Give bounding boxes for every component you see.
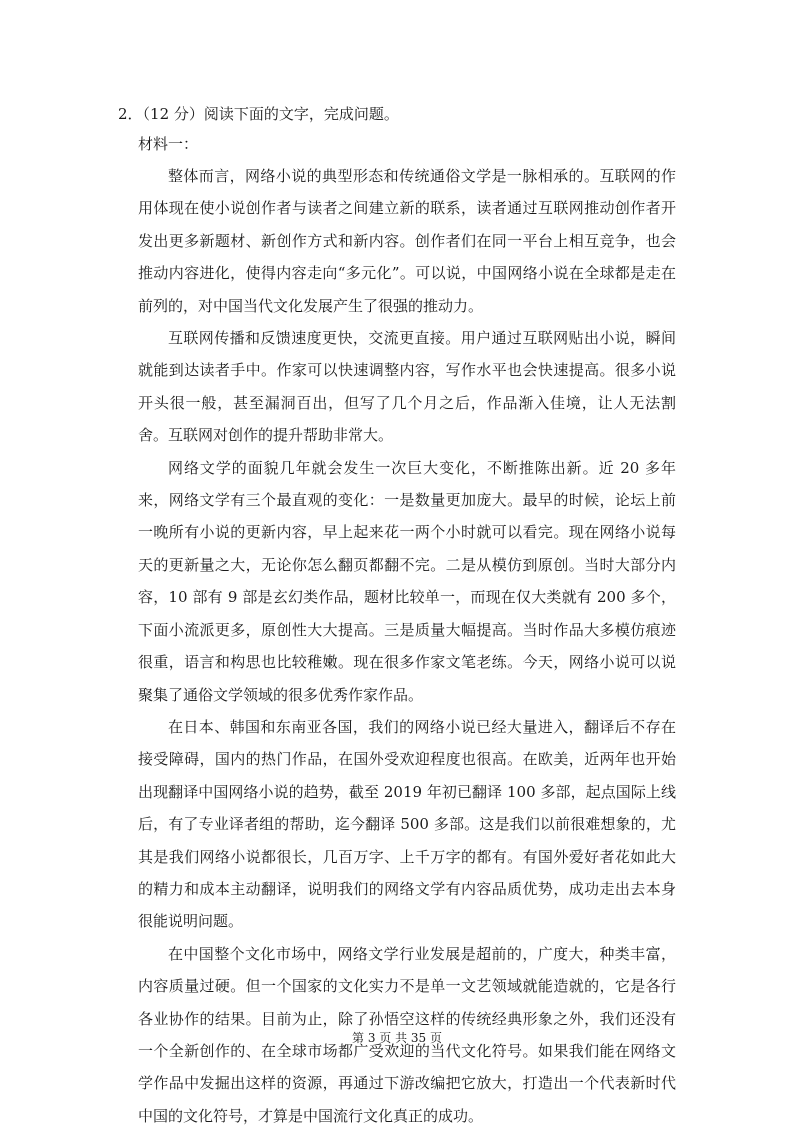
paragraph: 在中国整个文化市场中，网络文学行业发展是超前的，广度大，种类丰富，内容质量过硬。但一个国家的文化实力不是单一文艺领域就能造就的，它是各行各业协作的结果。目前为止，除了孙悟空这样的传统经典形象之外，我们还没有一个全新创作的、在全球市场都广受欢迎的当代文化符号。如果我们能在网络文学作品中发掘出这样的资源，再通过下游改编把它放大，打造出一个代表新时代中国的文化符号，才算是中国流行文化真正的成功。: [138, 944, 676, 1125]
paragraph: 互联网传播和反馈速度更快，交流更直接。用户通过互联网贴出小说，瞬间就能到达读者手中。作家可以快速调整内容，写作水平也会快速提高。很多小说开头很一般，甚至漏洞百出，但写了几个月之后，作品渐入佳境，让人无法割舍。互联网对创作的提升帮助非常大。: [138, 329, 676, 445]
question-header: [118, 104, 399, 124]
page-footer: 第 3 页 共 35 页: [352, 1031, 442, 1045]
material-body: [138, 160, 676, 1132]
material-label: 材料一：: [138, 135, 199, 153]
question-number: 2．: [118, 105, 143, 123]
paragraph: 在日本、韩国和东南亚各国，我们的网络小说已经大量进入，翻译后不存在接受障碍，国内的热门作品，在国外受欢迎程度也很高。在欧美，近两年也开始出现翻译中国网络小说的趋势，截至 2019 年初已翻译 100 多部，起点国际上线后，有了专业译者组的帮助，迄今翻译 500 多部。这是我们以前很难想象的，尤其是我们网络小说都很长，几百万字、上千万字的都有。有国外爱好者花如此大的精力和成本主动翻译，说明我们的网络文学有内容品质优势，成功走出去本身很能说明问题。: [138, 717, 676, 931]
question-prompt: 阅读下面的文字，完成问题。: [203, 105, 399, 123]
paragraph: 整体而言，网络小说的典型形态和传统通俗文学是一脉相承的。互联网的作用体现在使小说创作者与读者之间建立新的联系，读者通过互联网推动创作者开发出更多新题材、新创作方式和新内容。创作者们在同一平台上相互竞争，也会推动内容进化，使得内容走向“多元化”。可以说，中国网络小说在全球都是走在前列的，对中国当代文化发展产生了很强的推动力。: [138, 167, 676, 315]
question-score: （12 分）: [142, 105, 204, 123]
paragraph: 网络文学的面貌几年就会发生一次巨大变化，不断推陈出新。近 20 多年来，网络文学有三个最直观的变化：一是数量更加庞大。最早的时候，论坛上前一晚所有小说的更新内容，早上起来花一两个小时就可以看完。现在网络小说每天的更新量之大，无论你怎么翻页都翻不完。二是从模仿到原创。当时大部分内容，10 部有 9 部是玄幻类作品，题材比较单一，而现在仅大类就有 200 多个，下面小流派更多，原创性大大提高。三是质量大幅提高。当时作品大多模仿痕迹很重，语言和构思也比较稚嫩。现在很多作家文笔老练。今天，网络小说可以说聚集了通俗文学领域的很多优秀作家作品。: [138, 458, 676, 704]
